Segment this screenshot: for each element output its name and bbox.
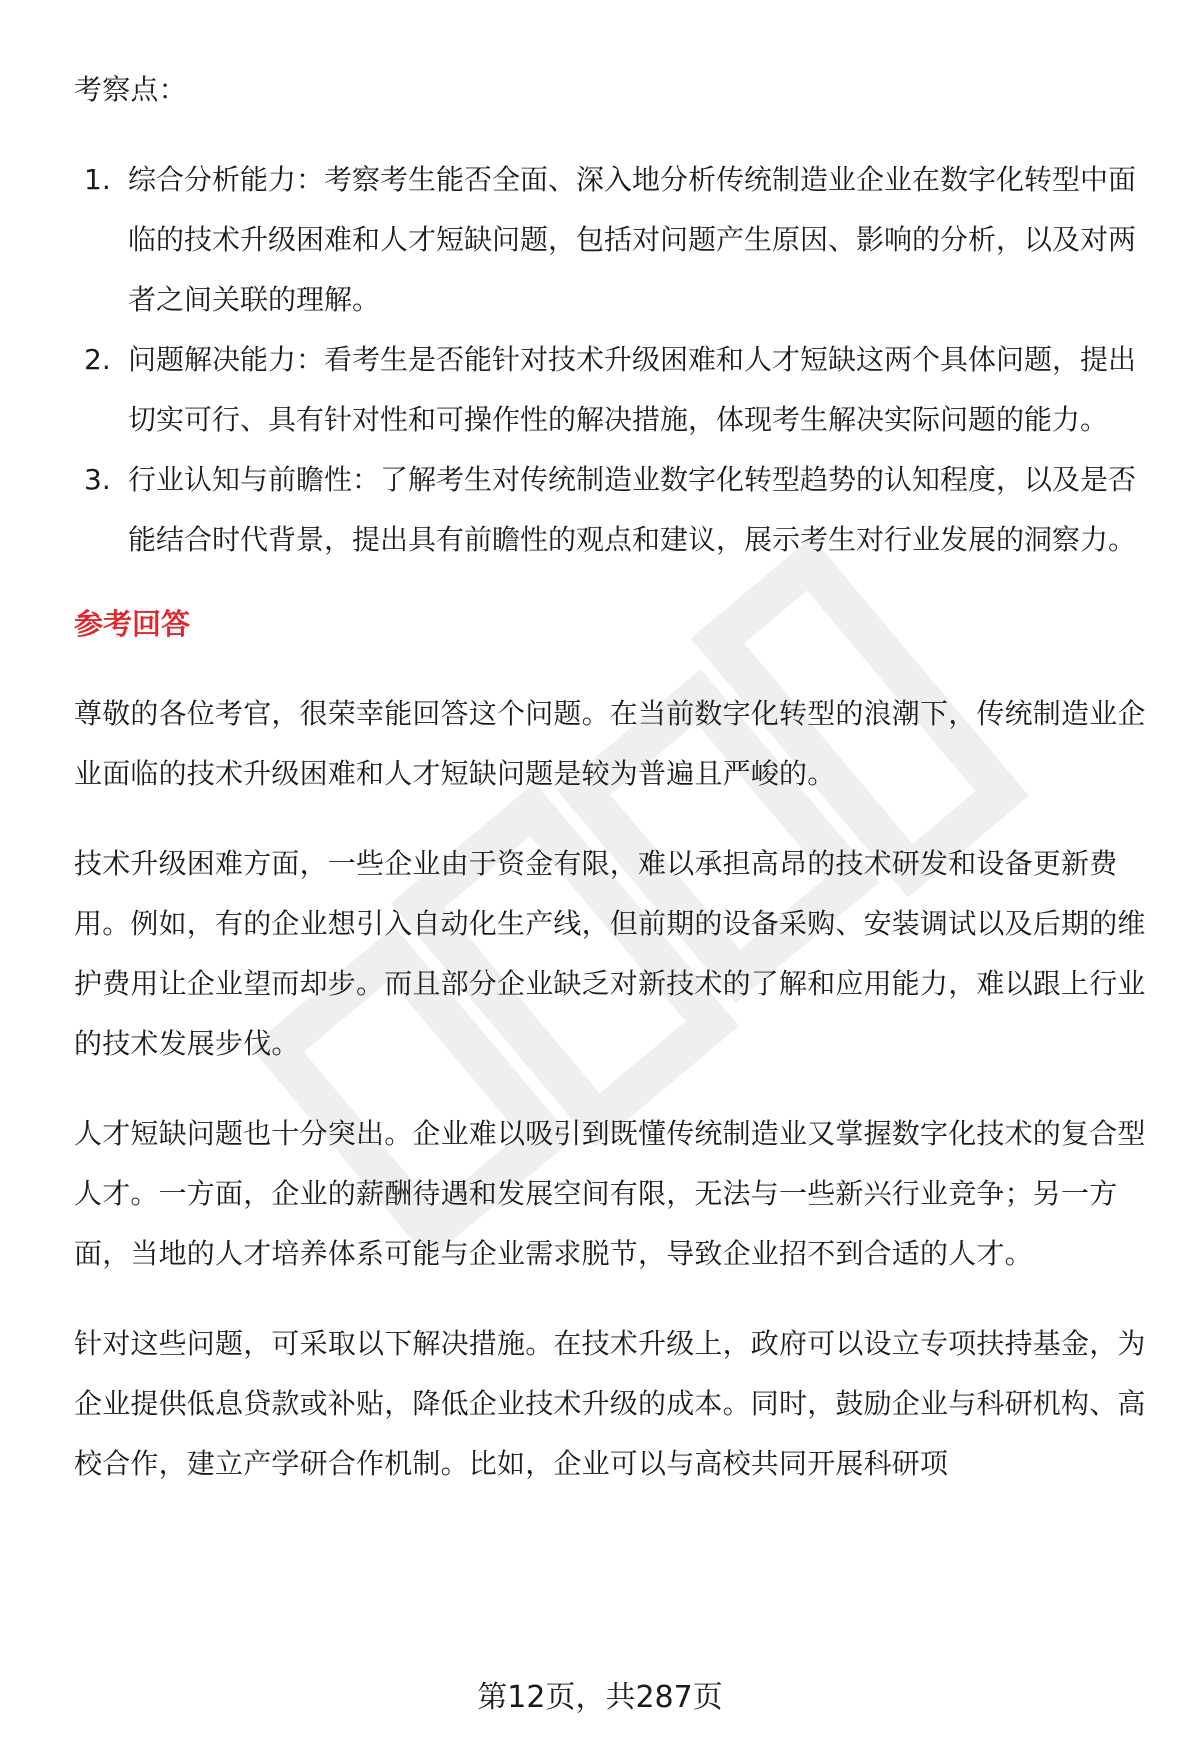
list-item [74,330,1149,450]
list-item-text: 综合分析能力：考察考生能否全面、深入地分析传统制造业企业在数字化转型中面临的技术升级困难和人才短缺问题，包括对问题产生原因、影响的分析，以及对两者之间关联的理解。 [128,163,1137,316]
list-item-number: 1. [84,163,111,196]
list-item-text: 问题解决能力：看考生是否能针对技术升级困难和人才短缺这两个具体问题，提出切实可行、具有针对性和可操作性的解决措施，体现考生解决实际问题的能力。 [128,343,1137,436]
section-label: 考察点： [74,73,187,106]
list-item-number: 3. [84,463,111,496]
list-item-number: 2. [84,343,111,376]
answer-paragraph: 针对这些问题，可采取以下解决措施。在技术升级上，政府可以设立专项扶持基金，为企业提供低息贷款或补贴，降低企业技术升级的成本。同时，鼓励企业与科研机构、高校合作，建立产学研合作机制。比如，企业可以与高校共同开展科研项 [74,1327,1146,1480]
list-item-text: 行业认知与前瞻性：了解考生对传统制造业数字化转型趋势的认知程度，以及是否能结合时代背景，提出具有前瞻性的观点和建议，展示考生对行业发展的洞察力。 [128,463,1137,556]
list-item [74,150,1149,330]
answer-paragraph: 人才短缺问题也十分突出。企业难以吸引到既懂传统制造业又掌握数字化技术的复合型人才。一方面，企业的薪酬待遇和发展空间有限，无法与一些新兴行业竞争；另一方面，当地的人才培养体系可能与企业需求脱节，导致企业招不到合适的人才。 [74,1117,1146,1270]
document-content [74,60,1149,1494]
answer-paragraph: 尊敬的各位考官，很荣幸能回答这个问题。在当前数字化转型的浪潮下，传统制造业企业面临的技术升级困难和人才短缺问题是较为普遍且严峻的。 [74,697,1146,790]
assessment-points-list [74,150,1149,570]
list-item [74,450,1149,570]
answer-paragraph: 技术升级困难方面，一些企业由于资金有限，难以承担高昂的技术研发和设备更新费用。例如，有的企业想引入自动化生产线，但前期的设备采购、安装调试以及后期的维护费用让企业望而却步。而且部分企业缺乏对新技术的了解和应用能力，难以跟上行业的技术发展步伐。 [74,847,1146,1060]
page-number-footer: 第12页，共287页 [477,1680,723,1715]
reference-answer-heading: 参考回答 [74,607,191,641]
